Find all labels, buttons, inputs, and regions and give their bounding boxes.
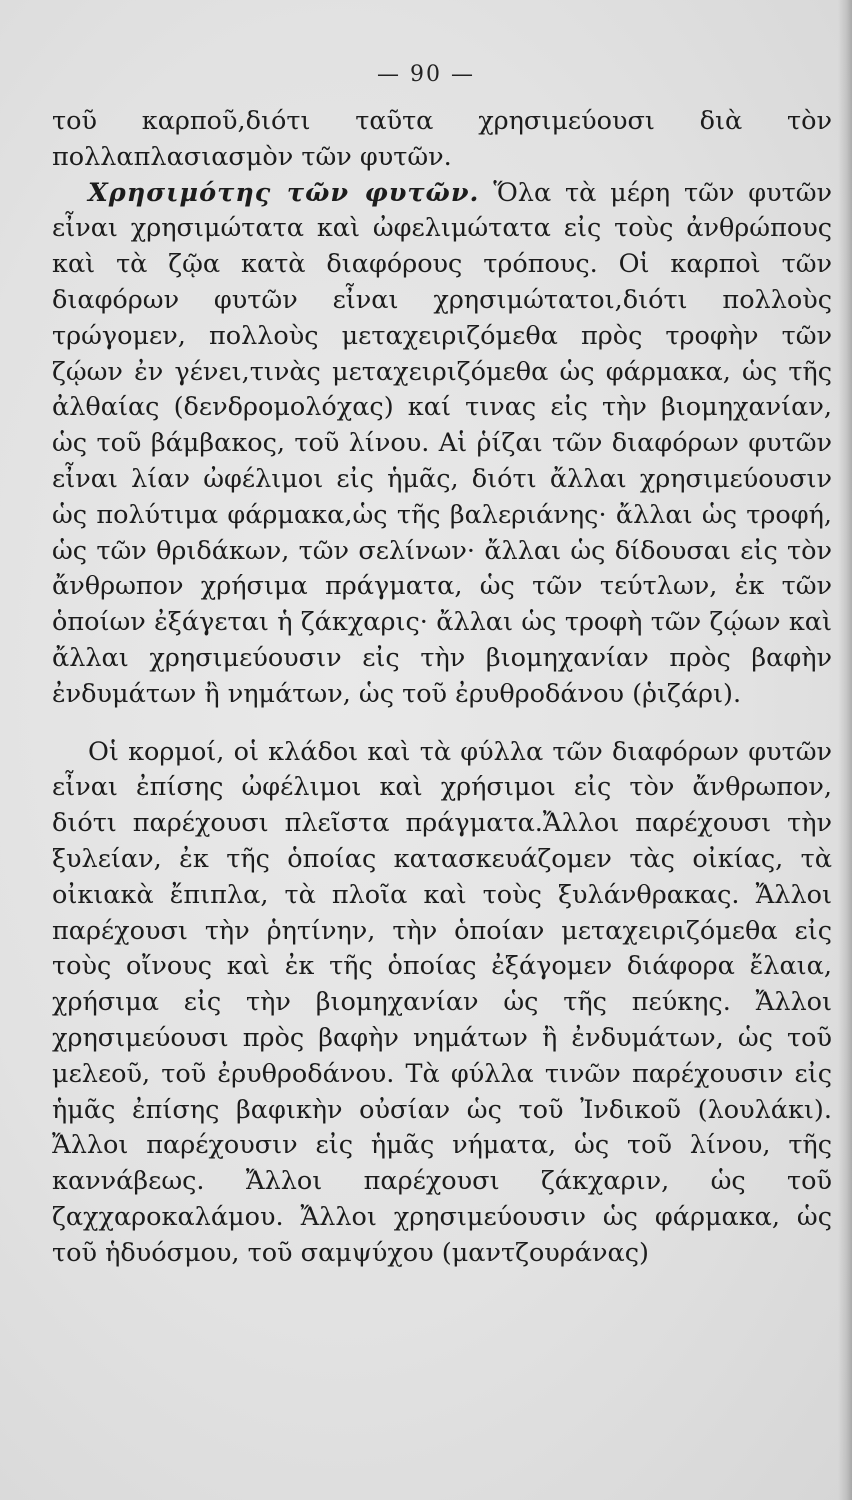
section-heading: Χρησιμότης τῶν φυτῶν. bbox=[88, 177, 480, 208]
paragraph bbox=[52, 176, 832, 713]
paragraph: τοῦ καρποῦ,διότι ταῦτα χρησιμεύουσι διὰ τὸν πολλαπλασιασμὸν τῶν φυτῶν. bbox=[52, 106, 832, 172]
page-edge-shadow bbox=[838, 0, 852, 1500]
page-number: — 90 — bbox=[377, 62, 475, 87]
body-text bbox=[52, 104, 832, 1272]
paragraph: Οἱ κορμοί, οἱ κλάδοι καὶ τὰ φύλλα τῶν διαφόρων φυτῶν εἶναι ἐπίσης ὠφέλιμοι καὶ χρήσιμοι εἰς τὸν ἄνθρωπον, διότι παρέχουσι πλεῖστα πράγματα.Ἄλλοι παρέχουσι τὴν ξυλείαν, ἐκ τῆς ὁποίας κατασκευάζομεν τὰς οἰκίας, τὰ οἰκιακὰ ἔπιπλα, τὰ πλοῖα καὶ τοὺς ξυλάνθρακας. Ἄλλοι παρέχουσι τὴν ῥητίνην, τὴν ὁποίαν μεταχειριζόμεθα εἰς τοὺς οἴνους καὶ ἐκ τῆς ὁποίας ἐξάγομεν διάφορα ἔλαια, χρήσιμα εἰς τὴν βιομηχανίαν ὡς τῆς πεύκης. Ἄλλοι χρησιμεύουσι πρὸς βαφὴν νημάτων ἢ ἐνδυμάτων, ὡς τοῦ μελεοῦ, τοῦ ἐρυθροδάνου. Τὰ φύλλα τινῶν παρέχουσιν εἰς ἡμᾶς ἐπίσης βαφικὴν οὐσίαν ὡς τοῦ Ἰνδικοῦ (λουλάκι). Ἄλλοι παρέχουσιν εἰς ἡμᾶς νήματα, ὡς τοῦ λίνου, τῆς καννάβεως. Ἄλλοι παρέχουσι ζάκχαριν, ὡς τοῦ ζαχχαροκαλάμου. Ἄλλοι χρησιμεύουσιν ὡς φάρμακα, ὡς τοῦ ἡδυόσμου, τοῦ σαμψύχου (μαντζουράνας) bbox=[52, 736, 832, 1268]
paragraph-text: Ὅλα τὰ μέρη τῶν φυτῶν εἶναι χρησιμώτατα καὶ ὠφελιμώτατα εἰς τοὺς ἀνθρώπους καὶ τὰ ζῷα κατὰ διαφόρους τρόπους. Οἱ καρποὶ τῶν διαφόρων φυτῶν εἶναι χρησιμώτατοι,διότι πολλοὺς τρώγομεν, πολλοὺς μεταχειριζόμεθα πρὸς τροφὴν τῶν ζῴων ἐν γένει,τινὰς μεταχειριζόμεθα ὡς φάρμακα, ὡς τῆς ἀλθαίας (δενδρομολόχας) καί τινας εἰς τὴν βιομηχανίαν, ὡς τοῦ βάμβακος, τοῦ λίνου. Αἱ ῥίζαι τῶν διαφόρων φυτῶν εἶναι λίαν ὠφέλιμοι εἰς ἡμᾶς, διότι ἄλλαι χρησιμεύουσιν ὡς πολύτιμα φάρμακα,ὡς τῆς βαλεριάνης· ἄλλαι ὡς τροφή, ὡς τῶν θριδάκων, τῶν σελίνων· ἄλλαι ὡς δίδουσαι εἰς τὸν ἄνθρωπον χρήσιμα πράγματα, ὡς τῶν τεύτλων, ἐκ τῶν ὁποίων ἐξάγεται ἡ ζάκχαρις· ἄλλαι ὡς τροφὴ τῶν ζῴων καὶ ἄλλαι χρησιμεύουσιν εἰς τὴν βιομηχανίαν πρὸς βαφὴν ἐνδυμάτων ἢ νημάτων, ὡς τοῦ ἐρυθροδάνου (ῥιζάρι). bbox=[52, 177, 832, 709]
